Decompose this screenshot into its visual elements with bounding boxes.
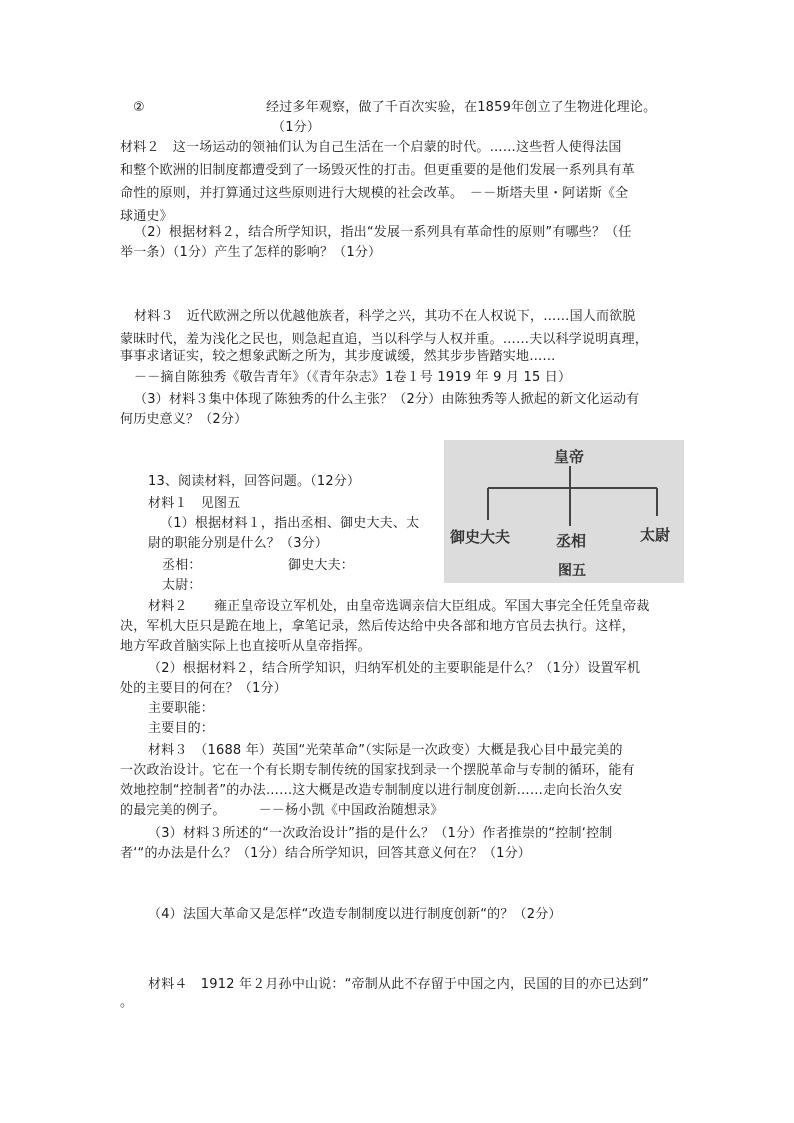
material2-line4: 球通史》 [120,209,173,224]
junjichu-question-line2: 处的主要目的何在？（1分） [120,681,287,696]
junjichu-line2: 决，军机大臣只是跪在地上，拿笔记录，然后传达给中央各部和地方官员去执行。这样， [120,619,635,634]
answer-main-function: 主要职能： [148,701,215,716]
junjichu-line3: 地方军政首脑实际上也直接听从皇帝指挥。 [120,639,371,654]
material4-line2: 。 [120,995,134,1010]
answer-taiwei: 太尉： [162,578,202,593]
darwin-score: （1分） [272,120,321,135]
circle-number: ② [133,100,145,115]
glorious-question-line2: 者‘“的办法是什么？（1分）结合所学知识，回答其意义何在？（1分） [120,846,532,861]
chart-emperor: 皇帝 [554,448,585,466]
answer-chengxiang: 丞相： [162,558,202,573]
material2-line3: 命性的原则，并打算通过这些原则进行大规模的社会改革。 －－斯塔夫里・阿诺斯《全 [120,186,629,201]
chart-yushidafu: 御史大夫 [450,528,511,546]
material3-line1: 材料３ 近代欧洲之所以优越他族者，科学之兴，其功不在人权说下，……国人而欲脱 [134,309,636,324]
answer-main-purpose: 主要目的： [148,721,215,736]
q13-title: 13、阅读材料，回答问题。（12分） [148,474,361,489]
material2-line1: 材料２ 这一场运动的领袖们认为自己生活在一个启蒙的时代。……这些哲人使得法国 [120,140,622,155]
chart-chengxiang: 丞相 [556,532,587,550]
q13-material1: 材料１ 见图五 [148,496,241,511]
q13-question1-line2: 尉的职能分别是什么？（3分） [148,536,329,551]
material3-source: －－摘自陈独秀《敬告青年》（《青年杂志》1卷１号 1919 年 9 月 15 日） [134,370,572,385]
question3-line1: （3）材料３集中体现了陈独秀的什么主张？（2分）由陈独秀等人掀起的新文化运动有 [134,392,640,407]
junjichu-line1: 材料２ 雍正皇帝设立军机处，由皇帝选调亲信大臣组成。军国大事完全任凭皇帝裁 [148,599,650,614]
glorious-question-line1: （3）材料３所述的“一次政治设计”指的是什么？（1分）作者推崇的“控制‘控制 [148,826,613,841]
material3-line2: 蒙昧时代，羞为浅化之民也，则急起直追，当以科学与人权并重。……夫以科学说明真理， [120,332,649,347]
material3-line3: 事事求诸证实，较之想象武断之所为，其步度诚缓，然其步步皆踏实地…… [120,349,556,364]
junjichu-question-line1: （2）根据材料２，结合所学知识，归纳军机处的主要职能是什么？（1分）设置军机 [148,661,641,676]
darwin-line: 经过多年观察，做了千百次实验，在1859年创立了生物进化理论。 [266,100,657,115]
answer-yushi: 御史大夫： [288,558,355,573]
question2-line2: 举一条）（1分）产生了怎样的影响？（1分） [120,245,382,260]
glorious-line1: 材料３ （1688 年）英国“光荣革命”（实际是一次政变）大概是我心目中最完美的 [148,743,623,758]
question2-line1: （2）根据材料２，结合所学知识，指出“发展一系列具有革命性的原则”有哪些？（任 [134,225,632,240]
glorious-line4: 的最完美的例子。 －－杨小凯《中国政治随想录》 [120,803,444,818]
figure-caption: 图五 [558,563,586,579]
material2-line2: 和整个欧洲的旧制度都遭受到了一场毁灭性的打击。但更重要的是他们发展一系列具有革 [120,163,635,178]
figure5-org-chart [444,440,684,583]
chart-taiwei: 太尉 [640,526,671,544]
q13-question1-line1: （1）根据材料１，指出丞相、御史大夫、太 [160,516,420,531]
question4: （4）法国大革命又是怎样“改造专制制度以进行制度创新“的？（2分） [148,907,562,922]
glorious-line3: 效地控制“控制者”的办法……这大概是改造专制制度以进行制度创新……走向长治久安 [120,783,623,798]
glorious-line2: 一次政治设计。它在一个有长期专制传统的国家找到录一个摆脱革命与专制的循环，能有 [120,763,635,778]
question3-line2: 何历史意义？（2分） [120,412,248,427]
material4-line1: 材料４ 1912 年２月孙中山说：“帝制从此不存留于中国之内，民国的目的亦已达到” [148,977,649,992]
